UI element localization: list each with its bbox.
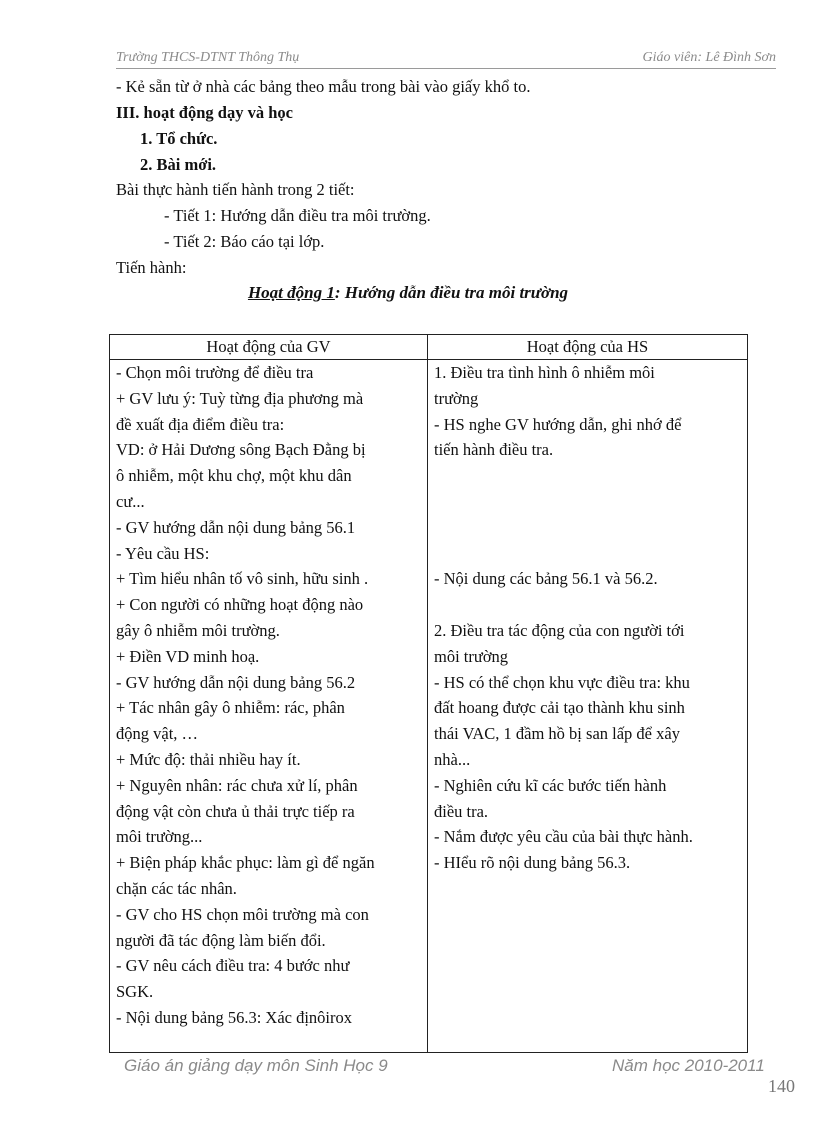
hs-line: nhà... xyxy=(434,749,471,769)
gv-line: - GV hướng dẫn nội dung bảng 56.2 xyxy=(116,672,356,692)
gv-line: động vật còn chưa ủ thải trực tiếp ra xyxy=(116,801,355,821)
activity-table xyxy=(109,334,748,1053)
blank-line xyxy=(434,541,741,567)
gv-line: - Yêu cầu HS: xyxy=(116,543,210,563)
blank-line xyxy=(434,515,741,541)
gv-line: + Mức độ: thải nhiều hay ít. xyxy=(116,749,301,769)
gv-line: + Biện pháp khắc phục: làm gì để ngăn xyxy=(116,853,375,873)
activity-title xyxy=(0,283,816,303)
gv-line: chặn các tác nhân. xyxy=(116,878,237,898)
hs-line: điều tra. xyxy=(434,801,489,821)
table-header-row xyxy=(110,335,748,360)
gv-line: người đã tác động làm biến đổi. xyxy=(116,930,326,950)
gv-activities-cell xyxy=(110,360,428,1053)
item-bai-moi: 2. Bài mới. xyxy=(140,155,217,174)
gv-line: đề xuất địa điểm điều tra: xyxy=(116,414,285,434)
page-header xyxy=(116,48,776,69)
hs-line: 1. Điều tra tình hình ô nhiễm môi xyxy=(434,363,655,382)
page-number: 140 xyxy=(768,1076,795,1096)
gv-line: + GV lưu ý: Tuỳ từng địa phương mà xyxy=(116,388,364,408)
prep-line: - Kẻ sẵn từ ở nhà các bảng theo mẫu trong bài vào giấy khổ to. xyxy=(116,77,531,96)
gv-line: - GV cho HS chọn môi trường mà con xyxy=(116,904,369,924)
gv-line: + Con người có những hoạt động nào xyxy=(116,595,364,615)
hs-line: tiến hành điều tra. xyxy=(434,440,554,460)
blank-line xyxy=(434,463,741,489)
gv-line: ô nhiễm, một khu chợ, một khu dân xyxy=(116,466,352,486)
gv-line: cư... xyxy=(116,491,145,511)
activity-title-label: Hoạt động 1 xyxy=(247,283,335,302)
intro-text: Bài thực hành tiến hành trong 2 tiết: xyxy=(116,180,355,199)
hs-line: thái VAC, 1 đầm hồ bị san lấp để xây xyxy=(434,724,680,744)
gv-line: - Nội dung bảng 56.3: Xác địnôirox xyxy=(116,1007,353,1027)
blank-line xyxy=(434,489,741,515)
hs-line: trường xyxy=(434,388,479,408)
section-heading: III. hoạt động dạy và học xyxy=(116,103,293,122)
blank-line xyxy=(434,592,741,618)
header-hs: Hoạt động của HS xyxy=(428,335,748,360)
lesson-1: - Tiết 1: Hướng dẫn điều tra môi trường. xyxy=(164,206,431,225)
gv-line: + Nguyên nhân: rác chưa xử lí, phân xyxy=(116,775,358,795)
gv-line: gây ô nhiễm môi trường. xyxy=(116,620,280,640)
hs-line: đất hoang được cải tạo thành khu sinh xyxy=(434,698,685,718)
hs-line: môi trường xyxy=(434,646,509,666)
gv-line: - Chọn môi trường để điều tra xyxy=(116,363,314,382)
gv-line: + Tìm hiểu nhân tố vô sinh, hữu sinh . xyxy=(116,569,369,589)
hs-line: - Nắm được yêu cầu của bài thực hành. xyxy=(434,827,693,847)
hs-line: - HS có thể chọn khu vực điều tra: khu xyxy=(434,672,690,692)
footer-year: Năm học 2010-2011 xyxy=(612,1056,765,1075)
gv-line: + Điền VD minh hoạ. xyxy=(116,646,260,666)
hs-line: - HIểu rõ nội dung bảng 56.3. xyxy=(434,853,631,873)
table-row xyxy=(110,360,748,1053)
gv-line: VD: ở Hải Dương sông Bạch Đằng bị xyxy=(116,440,366,460)
hs-line: 2. Điều tra tác động của con người tới xyxy=(434,620,685,640)
gv-line: môi trường... xyxy=(116,827,203,847)
hs-activities-cell xyxy=(428,360,748,1053)
gv-line: - GV hướng dẫn nội dung bảng 56.1 xyxy=(116,517,356,537)
activity-title-rest: : Hướng dẫn điều tra môi trường xyxy=(334,283,569,302)
proceed-text: Tiến hành: xyxy=(116,258,187,277)
item-to-chuc: 1. Tổ chức. xyxy=(140,129,218,148)
gv-line: + Tác nhân gây ô nhiễm: rác, phân xyxy=(116,698,345,718)
lesson-2: - Tiết 2: Báo cáo tại lớp. xyxy=(164,232,325,251)
footer-subject: Giáo án giảng dạy môn Sinh Học 9 xyxy=(124,1056,388,1075)
teacher-name: Giáo viên: Lê Đình Sơn xyxy=(642,50,776,65)
header-gv: Hoạt động của GV xyxy=(110,335,428,360)
gv-line: - GV nêu cách điều tra: 4 bước như xyxy=(116,956,350,976)
gv-line: động vật, … xyxy=(116,724,199,744)
school-name: Trường THCS-DTNT Thông Thụ xyxy=(116,50,300,65)
hs-line: - Nghiên cứu kĩ các bước tiến hành xyxy=(434,775,667,795)
hs-line: - HS nghe GV hướng dẫn, ghi nhớ để xyxy=(434,414,682,434)
hs-line: - Nội dung các bảng 56.1 và 56.2. xyxy=(434,569,658,589)
gv-line: SGK. xyxy=(116,982,154,1002)
